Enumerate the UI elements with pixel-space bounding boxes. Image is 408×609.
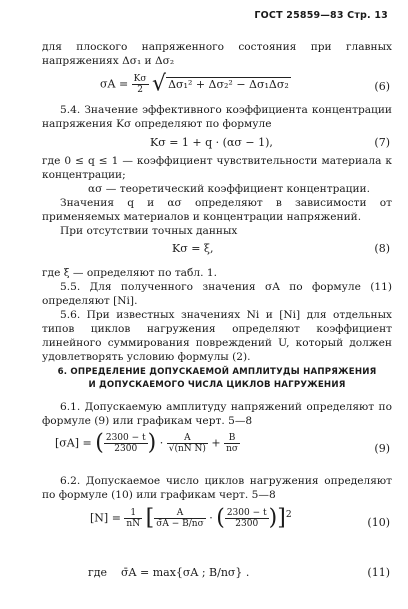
paragraph-xi: где ξ — определяют по табл. 1. (42, 267, 217, 279)
equation-6-number: (6) (374, 80, 390, 93)
paragraph-5-5: 5.5. Для полученного значения σA по формуле (11) определяют [Ni]. (42, 281, 392, 307)
equation-7-number: (7) (374, 136, 390, 149)
section-heading-line-2: И ДОПУСКАЕМОГО ЧИСЛА ЦИКЛОВ НАГРУЖЕНИЯ (88, 380, 346, 390)
equation-6: σA = $\frac{K\sigma}{2}$ √ Δσ₁² + Δσ₂² − Δσ₁Δσ₂ (100, 71, 289, 97)
equation-11-number: (11) (367, 566, 390, 579)
equation-10-number: (10) (367, 516, 390, 529)
paragraph-5-4: 5.4. Значение эффективного коэффициента концентрации напряжения Kσ определяют по формуле (42, 104, 392, 130)
sqrt-icon: √ (152, 71, 167, 97)
equation-9-number: (9) (374, 442, 390, 455)
equation-11: где σ̄A = max{σA ; B/nσ} . (88, 566, 250, 579)
paragraph-plane-stress: для плоского напряженного состояния при главных напряжениях Δσ₁ и Δσ₂ (42, 41, 392, 67)
paragraph-where-alpha: ασ — теоретический коэффициент концентрации. (88, 183, 370, 195)
equation-10: [N] = $\frac{1}{nN}$ [ $\frac{A}{\sigmāA - B/n\sigma}$ · ( $\frac{2300 - t}{2300}$ )]$^2$ (90, 505, 292, 531)
equation-8-number: (8) (374, 242, 390, 255)
equation-8: Kσ = ξ, (172, 242, 214, 255)
equation-7: Kσ = 1 + q · (ασ − 1), (150, 136, 273, 149)
equation-9: [σA] = ( $\frac{2300 - t}{2300}$ ) · $\frac{A}{\text{√(nN N)}}$ + $\frac{B}{n\sigma}$ (55, 430, 239, 456)
paragraph-5-6: 5.6. При известных значениях Ni и [Ni] для отдельных типов циклов нагружения определяют коэффициент линейного суммирования повреждений U, который должен удовлетворять условию формулы (2). (42, 309, 392, 363)
paragraph-6-1: 6.1. Допускаемую амплитуду напряжений определяют по формуле (9) или графикам черт. 5—8 (42, 401, 392, 427)
paragraph-where-q: где 0 ≤ q ≤ 1 — коэффициент чувствительности материала к концентрации; (42, 155, 392, 181)
paragraph-6-2: 6.2. Допускаемое число циклов нагружения определяют по формуле (10) или графикам черт. 5—8 (42, 475, 392, 501)
paragraph-absent: При отсутствии точных данных (60, 225, 238, 237)
paragraph-values: Значения q и ασ определяют в зависимости от применяемых материалов и концентрации напряжений. (42, 197, 392, 223)
section-heading-line-1: 6. ОПРЕДЕЛЕНИЕ ДОПУСКАЕМОЙ АМПЛИТУДЫ НАПРЯЖЕНИЯ (57, 367, 377, 377)
page-header: ГОСТ 25859—83 Стр. 13 (254, 10, 388, 21)
